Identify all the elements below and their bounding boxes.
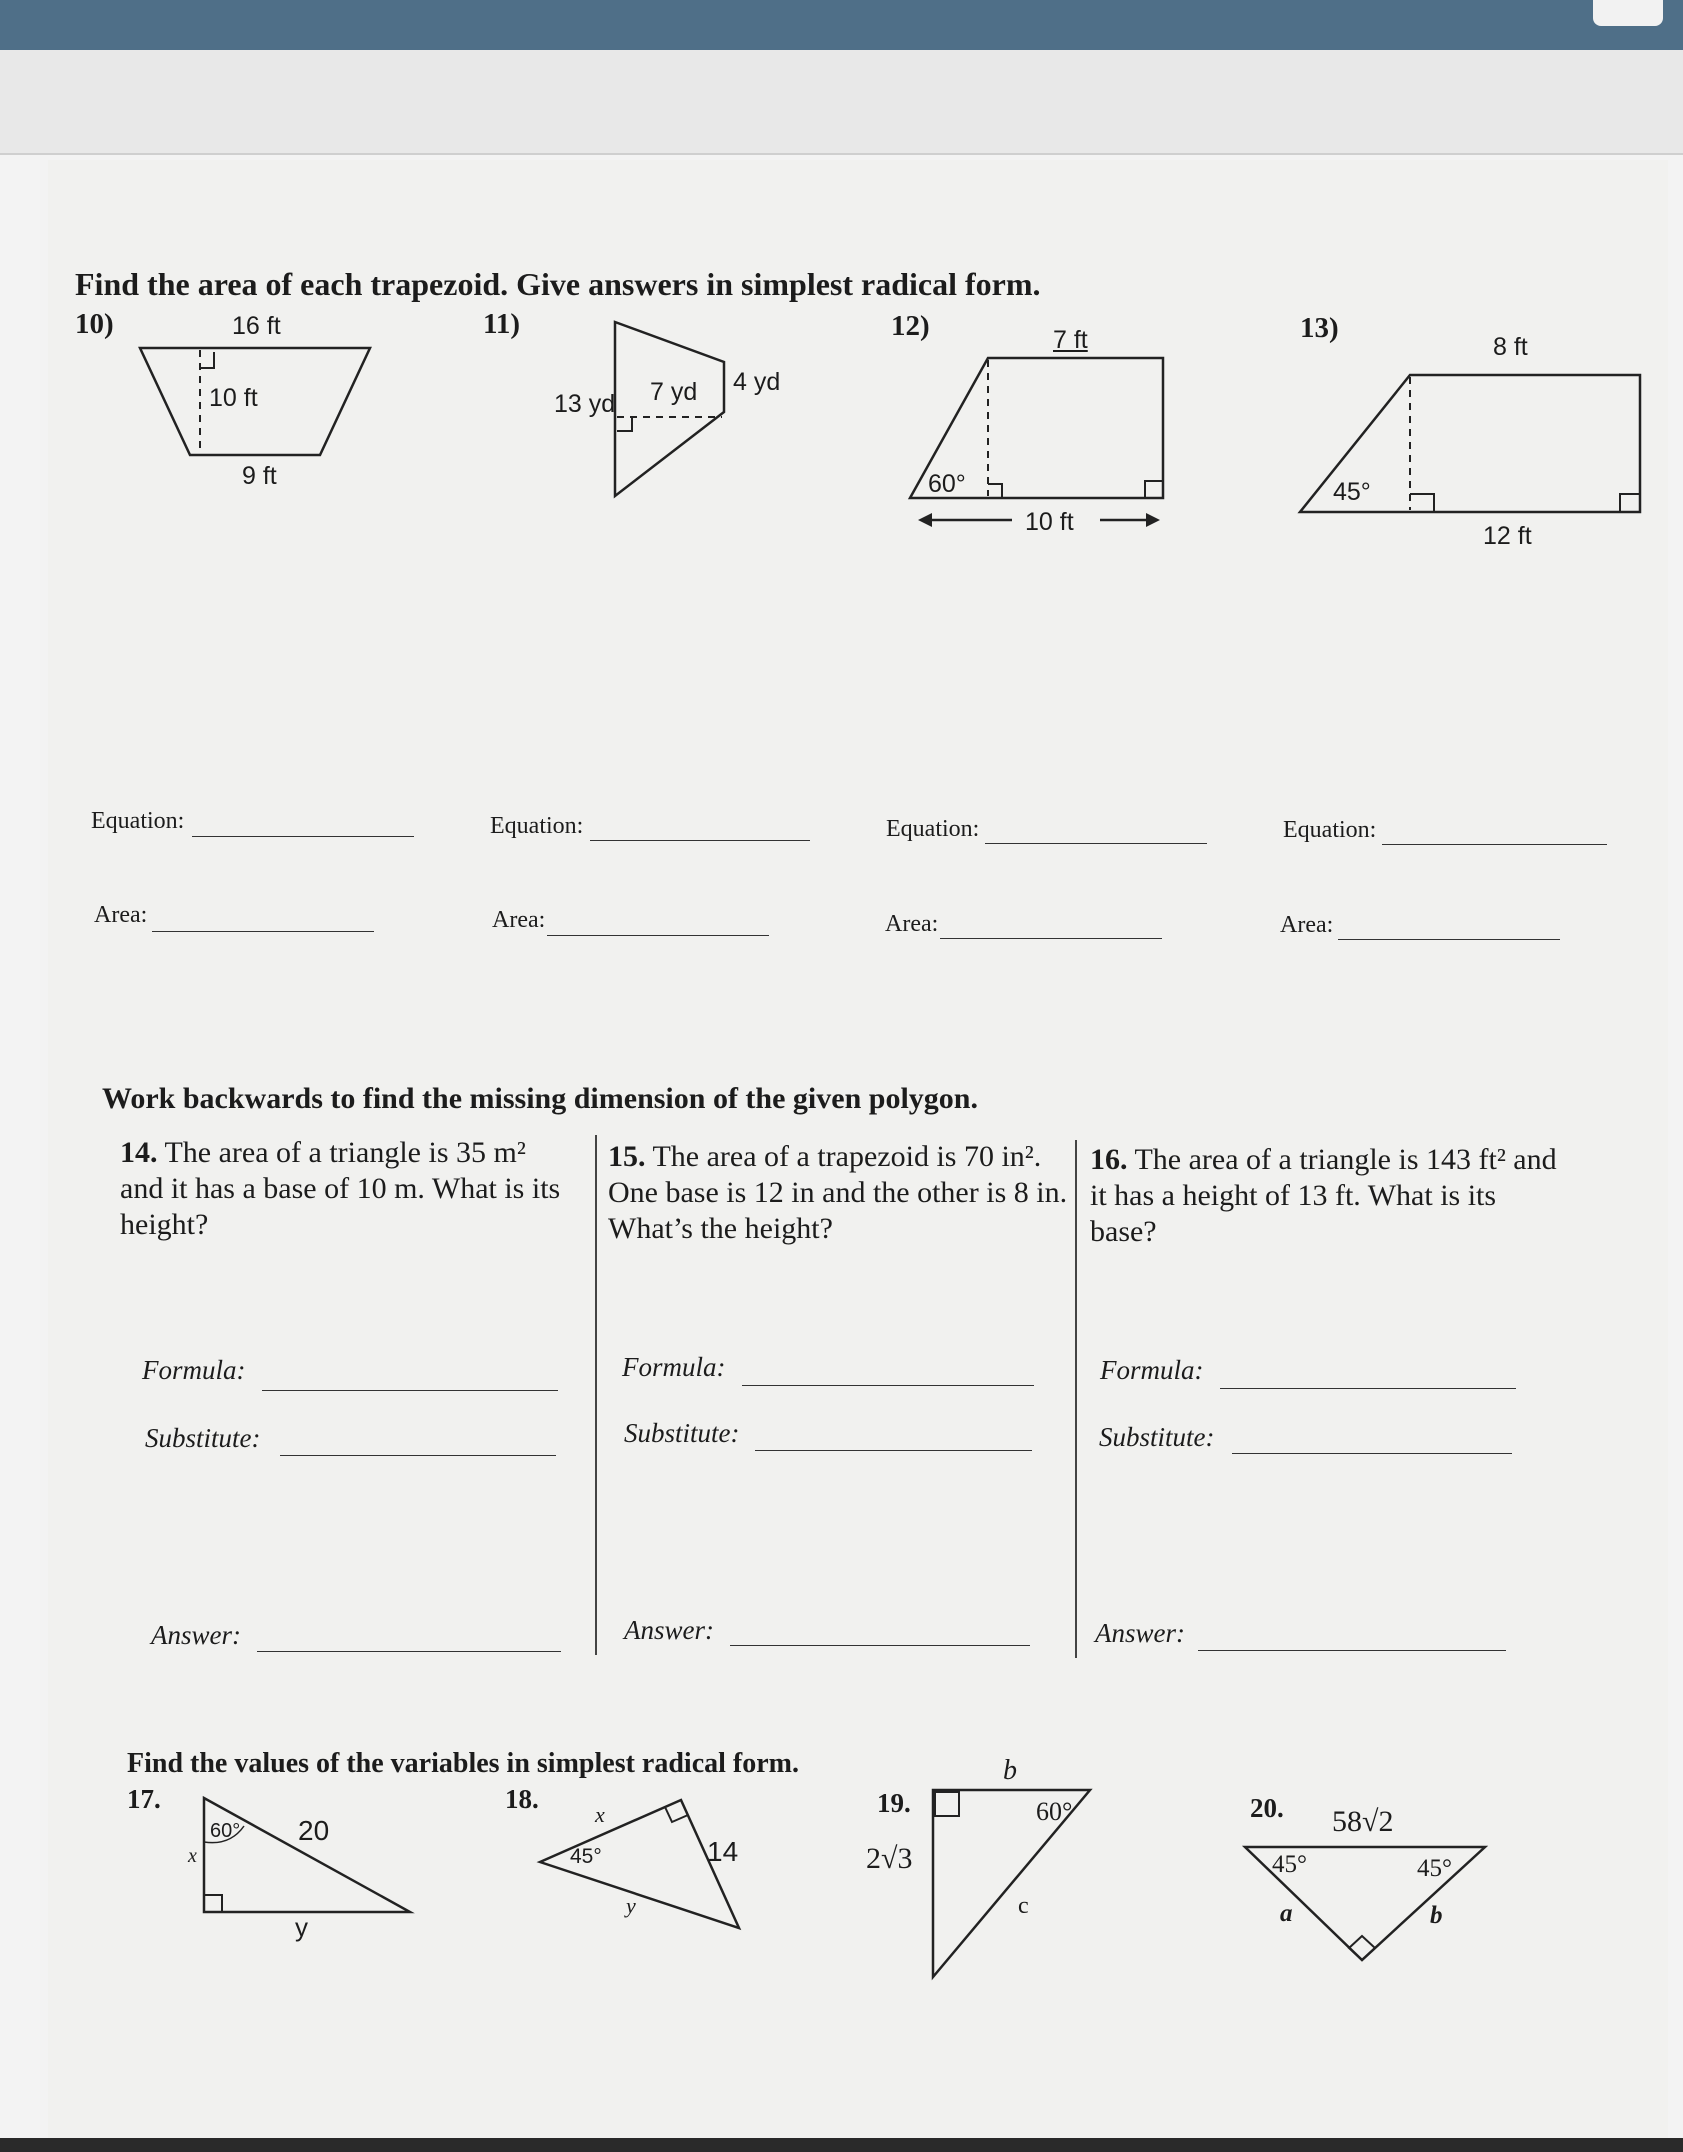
problem-16-number: 16.: [1090, 1143, 1128, 1176]
problem-17-x-label: x: [188, 1845, 197, 1867]
problem-13-top-label: 8 ft: [1493, 333, 1528, 361]
problem-15-number: 15.: [608, 1140, 646, 1173]
problem-10-number: 10): [75, 308, 114, 340]
problem-19-number: 19.: [877, 1788, 911, 1818]
problem-18-angle-label: 45°: [570, 1845, 602, 1868]
problem-11-right-label: 4 yd: [733, 368, 781, 396]
problem-11-left-label: 13 yd: [554, 390, 616, 418]
problem-13-bottom-label: 12 ft: [1483, 522, 1532, 550]
problem-20-number: 20.: [1250, 1793, 1284, 1823]
problem-20-angle-right-label: 45°: [1417, 1855, 1452, 1882]
problem-14-number: 14.: [120, 1136, 158, 1169]
equation-label-11: Equation:: [490, 813, 584, 839]
formula-label-14: Formula:: [142, 1355, 246, 1385]
formula-label-16: Formula:: [1100, 1355, 1204, 1385]
area-label-10: Area:: [94, 902, 148, 928]
equation-label-13: Equation:: [1283, 817, 1377, 843]
problem-12-angle-label: 60°: [928, 470, 966, 498]
problem-19-b-label: b: [1003, 1755, 1017, 1786]
equation-label-12: Equation:: [886, 816, 980, 842]
problem-11-height-label: 7 yd: [650, 378, 698, 406]
area-label-11: Area:: [492, 907, 546, 933]
problem-10-height-label: 10 ft: [209, 384, 258, 412]
problem-12-bottom-label: 10 ft: [1025, 508, 1074, 536]
problem-17-hyp-label: 20: [298, 1815, 330, 1846]
problem-11-number: 11): [483, 308, 521, 340]
problem-19-leg-label: 2√3: [866, 1842, 913, 1875]
problem-10-bottom-label: 9 ft: [242, 462, 277, 490]
problem-17-number: 17.: [127, 1784, 161, 1814]
problem-19-c-label: c: [1018, 1893, 1029, 1919]
area-label-12: Area:: [885, 911, 939, 937]
section3-heading: Find the values of the variables in simplest radical form.: [127, 1748, 799, 1779]
problem-10-top-label: 16 ft: [232, 312, 281, 340]
substitute-label-15: Substitute:: [624, 1418, 740, 1448]
problem-20-a-label: a: [1280, 1900, 1293, 1927]
answer-label-16: Answer:: [1095, 1618, 1185, 1648]
problem-18-x-label: x: [595, 1802, 605, 1827]
problem-18-y-label: y: [626, 1893, 636, 1918]
problem-19-angle-label: 60°: [1036, 1797, 1073, 1826]
problem-13-angle-label: 45°: [1333, 478, 1371, 506]
problem-20-angle-left-label: 45°: [1272, 1851, 1307, 1878]
problem-20-top-label: 58√2: [1332, 1805, 1394, 1838]
problem-18-side-label: 14: [707, 1836, 739, 1867]
answer-label-14: Answer:: [151, 1620, 241, 1650]
section2-heading: Work backwards to find the missing dimension of the given polygon.: [102, 1082, 978, 1115]
problem-13-number: 13): [1300, 312, 1339, 344]
problem-20-b-label: b: [1430, 1902, 1443, 1929]
problem-12-top-label: 7 ft: [1053, 326, 1088, 354]
problem-16-question: The area of a triangle is 143 ft² and it has a height of 13 ft. What is its base?: [1090, 1143, 1557, 1248]
substitute-label-14: Substitute:: [145, 1423, 261, 1453]
problem-17-y-label: y: [295, 1912, 308, 1942]
section1-heading: Find the area of each trapezoid. Give answers in simplest radical form.: [75, 266, 1041, 302]
answer-label-15: Answer:: [624, 1615, 714, 1645]
problem-15-question: The area of a trapezoid is 70 in². One base is 12 in and the other is 8 in. What’s the height?: [608, 1140, 1068, 1245]
problem-12-number: 12): [891, 310, 930, 342]
screen-bottom-bezel: [0, 2138, 1683, 2152]
problem-14-question: The area of a triangle is 35 m² and it has a base of 10 m. What is its height?: [120, 1136, 561, 1241]
area-label-13: Area:: [1280, 912, 1334, 938]
problem-17-angle-label: 60°: [210, 1820, 241, 1842]
equation-label-10: Equation:: [91, 808, 185, 834]
substitute-label-16: Substitute:: [1099, 1422, 1215, 1452]
formula-label-15: Formula:: [622, 1352, 726, 1382]
problem-18-number: 18.: [505, 1784, 539, 1814]
